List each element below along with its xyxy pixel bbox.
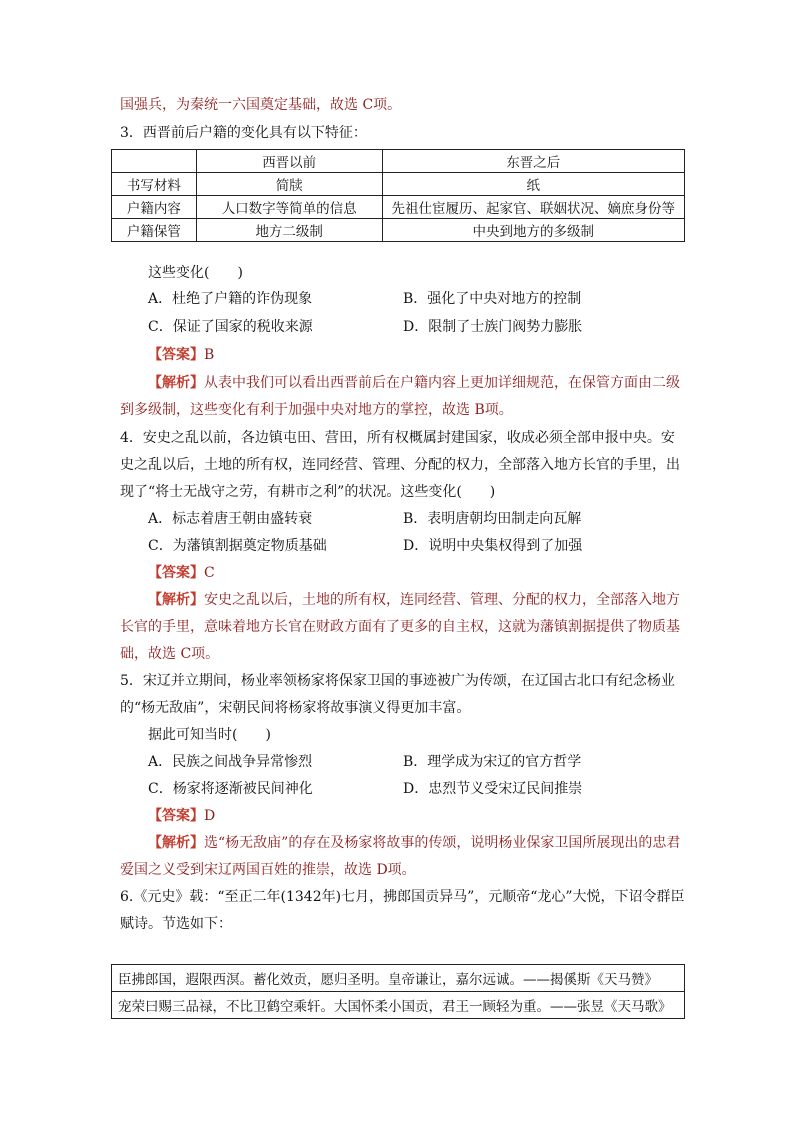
q5-option-b: B．理学成为宋辽的官方哲学 bbox=[403, 754, 582, 770]
previous-analysis-tail: 国强兵，为秦统一六国奠定基础，故选 C项。 bbox=[120, 97, 402, 113]
table-row bbox=[112, 992, 685, 1019]
q3-option-d: D．限制了士族门阀势力膨胀 bbox=[403, 319, 583, 335]
q6-stem-line-1: 6.《元史》载：“至正二年(1342年)七月，拂郎国贡异马”，元顺帝“龙心”大悦，下诏令群臣 bbox=[120, 889, 685, 905]
q4-answer bbox=[148, 564, 215, 582]
q3-answer bbox=[148, 346, 214, 364]
q3-analysis-line-2: 到多级制，这些变化有利于加强中央对地方的掌控，故选 B项。 bbox=[120, 402, 513, 418]
analysis-label: 【解析】 bbox=[148, 375, 204, 391]
table-cell: 地方二级制 bbox=[196, 219, 382, 242]
q4-option-a: A．标志着唐王朝由盛转衰 bbox=[148, 511, 313, 527]
q3-option-a: A．杜绝了户籍的诈伪现象 bbox=[148, 291, 313, 307]
answer-value: B bbox=[204, 347, 215, 363]
table-cell: 先祖仕宦履历、起家官、联姻状况、嫡庶身份等 bbox=[382, 196, 684, 219]
table-row bbox=[112, 965, 685, 992]
table-header-row bbox=[112, 150, 685, 173]
q4-stem-line-2: 史之乱以后，土地的所有权，连同经营、管理、分配的权力，全部落入地方长官的手里，出 bbox=[120, 457, 680, 473]
q3-analysis-line-1: 【解析】从表中我们可以看出西晋前后在户籍内容上更加详细规范，在保管方面由二级 bbox=[148, 375, 680, 391]
q5-option-d: D．忠烈节义受宋辽民间推崇 bbox=[403, 781, 583, 797]
answer-label: 【答案】 bbox=[148, 565, 204, 581]
answer-label: 【答案】 bbox=[148, 808, 204, 824]
q5-question: 据此可知当时( ) bbox=[148, 727, 271, 743]
table-cell: 书写材料 bbox=[112, 173, 197, 196]
q5-option-c: C．杨家将逐渐被民间神化 bbox=[148, 781, 313, 797]
q5-stem-line-2: 的“杨无敌庙”，宋朝民间将杨家将故事演义得更加丰富。 bbox=[120, 700, 471, 716]
table-cell: 纸 bbox=[382, 173, 684, 196]
q4-option-d: D．说明中央集权得到了加强 bbox=[403, 538, 583, 554]
poem-excerpt: 臣拂郎国，遐限西溟。蓄化效贡，愿归圣明。皇帝谦让，嘉尔远诚。——揭傒斯《天马赞》 bbox=[112, 965, 685, 992]
q3-question: 这些变化( ) bbox=[148, 265, 243, 281]
q4-option-b: B．表明唐朝均田制走向瓦解 bbox=[403, 511, 582, 527]
table-cell: 人口数字等简单的信息 bbox=[196, 196, 382, 219]
q5-analysis-line-1: 【解析】选“杨无敌庙”的存在及杨家将故事的传颂，说明杨业保家卫国所展现出的忠君 bbox=[148, 835, 681, 851]
q4-option-c: C．为藩镇割据奠定物质基础 bbox=[148, 538, 327, 554]
q5-answer bbox=[148, 807, 215, 825]
q4-stem-line-1: 4．安史之乱以前，各边镇屯田、营田，所有权概属封建国家，收成必须全部申报中央。安 bbox=[120, 430, 675, 446]
q6-stem-line-2: 赋诗。节选如下： bbox=[120, 916, 232, 932]
q4-stem-line-3: 现了“将士无战守之劳，有耕市之利”的状况。这些变化( ) bbox=[120, 484, 496, 500]
table-cell: 东晋之后 bbox=[382, 150, 684, 173]
analysis-label: 【解析】 bbox=[148, 592, 204, 608]
table-row bbox=[112, 196, 685, 219]
q3-stem: 3．西晋前后户籍的变化具有以下特征： bbox=[120, 125, 367, 141]
poem-excerpt: 宠荣曰赐三品禄，不比卫鹤空乘轩。大国怀柔小国贡，君王一顾轻为重。——张昱《天马歌》 bbox=[112, 992, 685, 1019]
table-cell: 中央到地方的多级制 bbox=[382, 219, 684, 242]
table-cell: 西晋以前 bbox=[196, 150, 382, 173]
answer-value: D bbox=[204, 808, 216, 824]
q5-stem-line-1: 5．宋辽并立期间，杨业率领杨家将保家卫国的事迹被广为传颂，在辽国古北口有纪念杨业 bbox=[120, 673, 675, 689]
table-row bbox=[112, 219, 685, 242]
table-cell: 户籍保管 bbox=[112, 219, 197, 242]
q5-option-a: A．民族之间战争异常惨烈 bbox=[148, 754, 313, 770]
q4-analysis-line-2: 长官的手里，意味着地方长官在财政方面有了更多的自主权，这就为藩镇割据提供了物质基 bbox=[120, 619, 680, 635]
q6-poem-table bbox=[111, 964, 685, 1019]
table-cell: 户籍内容 bbox=[112, 196, 197, 219]
q4-analysis-line-1: 【解析】安史之乱以后，土地的所有权，连同经营、管理、分配的权力，全部落入地方 bbox=[148, 592, 680, 608]
answer-value: C bbox=[204, 565, 215, 581]
table-row bbox=[112, 173, 685, 196]
q5-analysis-line-2: 爱国之义受到宋辽两国百姓的推崇，故选 D项。 bbox=[120, 862, 416, 878]
table-cell bbox=[112, 150, 197, 173]
analysis-label: 【解析】 bbox=[148, 835, 204, 851]
q3-table bbox=[111, 149, 685, 242]
table-cell: 简牍 bbox=[196, 173, 382, 196]
answer-label: 【答案】 bbox=[148, 347, 204, 363]
q3-option-c: C．保证了国家的税收来源 bbox=[148, 319, 313, 335]
q4-analysis-line-3: 础，故选 C项。 bbox=[120, 646, 220, 662]
q3-option-b: B．强化了中央对地方的控制 bbox=[403, 291, 582, 307]
